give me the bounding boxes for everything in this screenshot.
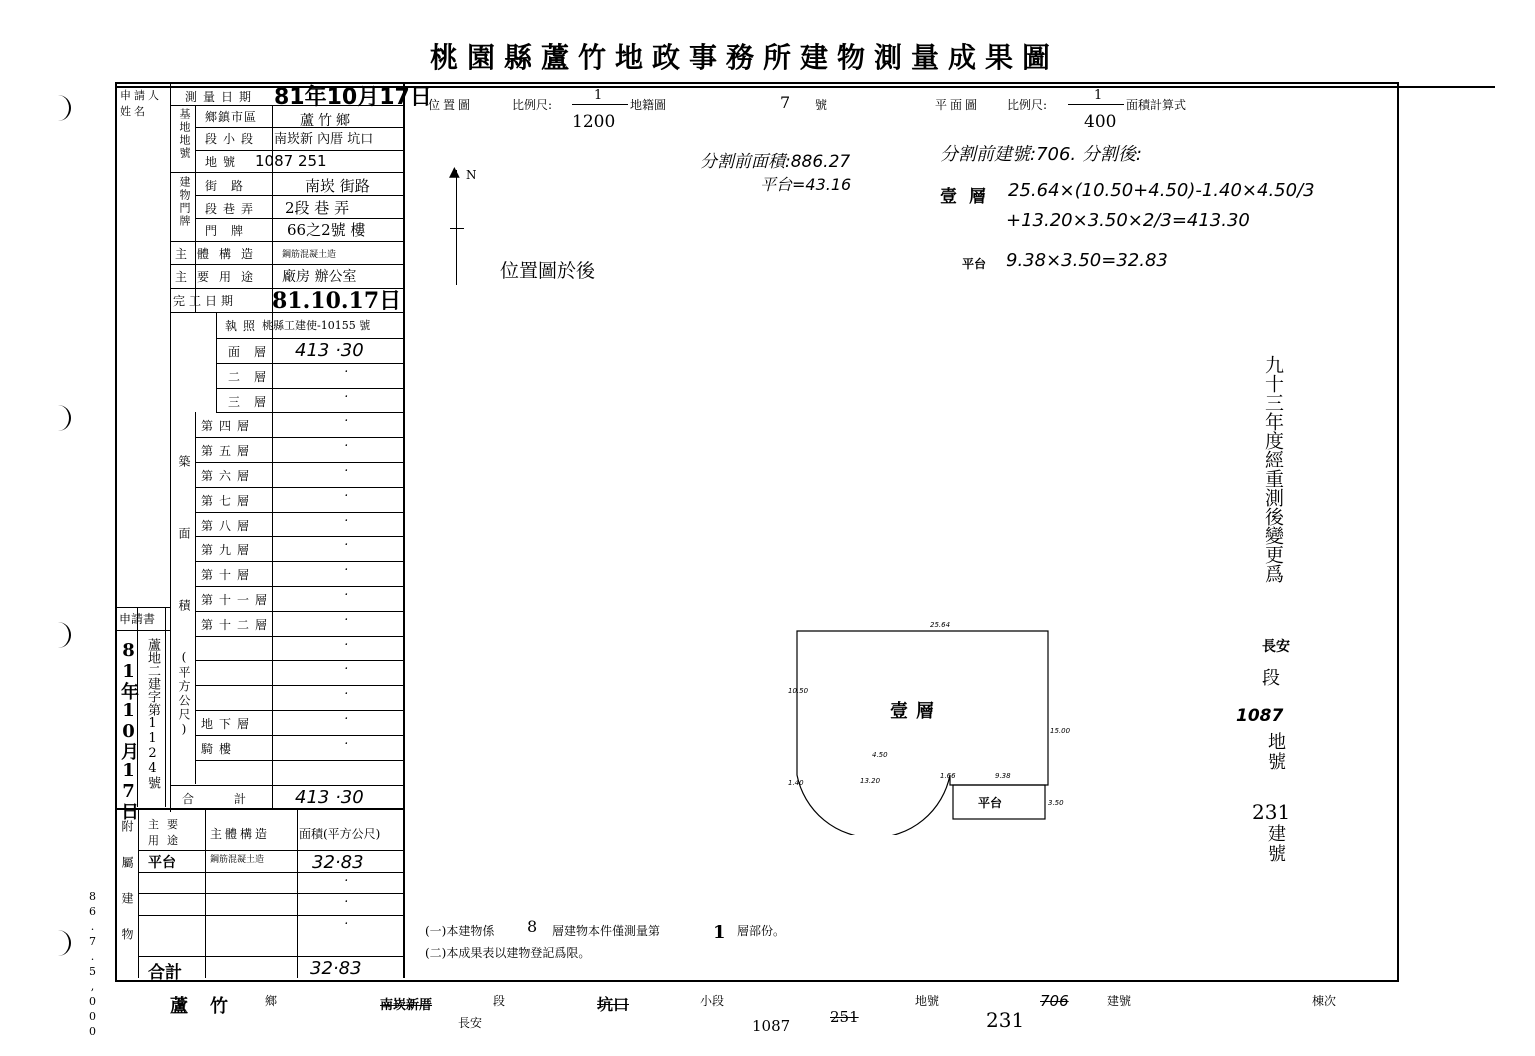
plan-scale-den: 400 — [1084, 112, 1117, 132]
attached-total-value: 32·83 — [310, 958, 362, 979]
location-scale-label: 比例尺: — [512, 98, 553, 112]
footer-subsection-suffix: 小段 — [700, 994, 725, 1008]
calc-label: 面積計算式 — [1126, 98, 1187, 112]
plan-scale-label: 比例尺: — [1007, 98, 1048, 112]
floor-area: · — [344, 439, 349, 455]
attached-use: 平台 — [148, 855, 176, 871]
location-note: 位置圖於後 — [500, 260, 596, 282]
footer-township-suffix: 鄉 — [265, 994, 278, 1008]
plan-scale-num: 1 — [1094, 88, 1103, 103]
footer-lot-old: 251 — [830, 1008, 859, 1026]
floor-name: 第十層 — [201, 568, 256, 583]
floor-name: 第四層 — [201, 419, 256, 434]
dim-label: 15.00 — [1050, 727, 1070, 735]
attached-area: · — [344, 895, 349, 910]
floor-area: · — [344, 736, 349, 752]
lot-value: 1087 251 — [255, 152, 327, 170]
footer-lot-new: 1087 — [752, 1017, 791, 1035]
binder-ring-mark — [55, 95, 71, 121]
floor-area: · — [344, 513, 349, 529]
floor-name: 第六層 — [201, 469, 256, 483]
attached-area: 32·83 — [312, 852, 364, 873]
sheet-suffix: 號 — [815, 98, 828, 112]
survey-date-label: 測量日期 — [185, 90, 258, 104]
door-label: 建物門牌 — [178, 176, 191, 228]
new-lot-suffix: 地號 — [1265, 732, 1286, 772]
floor-area: 413 ·30 — [295, 340, 364, 361]
floor-name: 第五層 — [201, 444, 256, 459]
unit-label: (平方公尺) — [177, 650, 191, 738]
floor-name: 第十二層 — [201, 617, 274, 632]
base-label: 基地地號 — [178, 108, 191, 160]
sheet-no: 7 — [780, 93, 791, 112]
footer-section-new: 長安 — [458, 1016, 483, 1030]
app-no: 蘆地二建字第1124號 — [145, 638, 160, 789]
completion-label: 完工日期 — [173, 294, 238, 308]
resurvey-note: 九十三年度經重測後變更爲 — [1262, 355, 1284, 583]
floor-area: · — [344, 414, 349, 430]
survey-date: 81年10月17日 — [274, 85, 432, 110]
total-label: 合計 — [182, 792, 287, 806]
township-label: 鄉鎮市區 — [205, 110, 258, 124]
floor-plan-outline — [797, 631, 1048, 835]
structure-label: 主體構造 — [175, 247, 264, 261]
floor-area: · — [344, 563, 349, 579]
footer-section-suffix: 段 — [493, 994, 506, 1008]
attached-total-label: 合計 — [148, 963, 182, 983]
plan-label: 平面圖 — [935, 98, 981, 112]
area-before: 分割前面積:886.27 — [700, 152, 851, 172]
floor-area: · — [344, 662, 349, 678]
footer-section-old: 南崁新厝 — [380, 998, 433, 1013]
footer-bldg-suffix: 建號 — [1107, 994, 1132, 1008]
dim-label: 1.40 — [788, 779, 804, 787]
structure-value: 鋼筋混凝土造 — [282, 250, 337, 260]
drawing-platform-label: 平台 — [978, 796, 1003, 810]
formula-3: 9.38×3.50=32.83 — [1006, 250, 1168, 271]
attached-structure: 鋼筋混凝土造 — [210, 855, 265, 865]
floor-plan-drawing — [780, 615, 1070, 835]
dim-label: 4.50 — [872, 751, 888, 759]
license-value: 桃縣工建使-10155 號 — [262, 319, 371, 332]
floor1-label: 壹層 — [940, 187, 998, 207]
attached-header-area: 面積(平方公尺) — [299, 827, 381, 841]
floor-area: · — [344, 637, 349, 653]
floor-name: 第七層 — [201, 493, 256, 508]
new-bldg-suffix: 建號 — [1265, 824, 1286, 864]
use-value: 廠房 辦公室 — [282, 269, 357, 285]
floor-area-label: 築面積 — [177, 455, 191, 671]
new-section: 長安 — [1262, 639, 1290, 655]
app-doc-label: 申請書 — [119, 612, 156, 626]
footer-bldg-old: 706 — [1040, 992, 1069, 1010]
dim-label: 1.66 — [940, 772, 956, 780]
street-value: 南崁 街路 — [305, 177, 370, 195]
location-scale-num: 1 — [594, 88, 603, 103]
floor-area: · — [344, 712, 349, 727]
floor-area: · — [344, 687, 349, 703]
new-section-suffix: 段 — [1262, 668, 1280, 689]
attached-label: 附屬建物 — [120, 820, 134, 964]
location-label: 位置圖 — [428, 98, 474, 112]
use-label: 主要用途 — [175, 270, 264, 284]
footer-township: 蘆竹 — [170, 996, 250, 1017]
new-lot: 1087 — [1236, 706, 1284, 726]
floor-area: · — [344, 612, 349, 628]
dim-label: 10.50 — [788, 687, 809, 695]
floor-area: · — [344, 538, 349, 554]
cadastral-label: 地籍圖 — [630, 98, 667, 112]
floor-name: 面層 — [228, 345, 281, 359]
footer-subsection-old: 坑口 — [597, 995, 630, 1014]
dim-label: 13.20 — [860, 777, 881, 785]
binder-ring-mark — [55, 405, 71, 431]
app-date: 81年10月17日 — [118, 640, 139, 820]
door-no-label: 門牌 — [205, 224, 258, 238]
section-label: 段小段 — [205, 132, 260, 146]
floor-area: · — [344, 588, 349, 603]
floor-name: 第八層 — [201, 518, 256, 533]
attached-area: · — [344, 916, 349, 932]
dim-label: 25.64 — [930, 621, 951, 629]
drawing-floor-label: 壹層 — [890, 701, 942, 722]
platform-label: 平台 — [962, 257, 987, 271]
township-value: 蘆竹鄉 — [300, 113, 354, 129]
lane-label: 段巷弄 — [205, 202, 260, 216]
dim-label: 3.50 — [1048, 799, 1064, 807]
footer-unit-suffix: 棟次 — [1312, 994, 1337, 1008]
floor-area: · — [344, 464, 349, 479]
note-floor-measured: 1 — [713, 922, 726, 943]
section-value: 南崁新 內厝 坑口 — [274, 132, 374, 147]
north-label: N — [466, 168, 477, 182]
applicant-label: 申請人姓名 — [120, 89, 162, 118]
license-label: 執照 — [225, 319, 262, 333]
floor-area: · — [344, 389, 349, 405]
note-1-prefix: (一)本建物係 — [425, 924, 495, 938]
note-floors-total: 8 — [527, 917, 538, 936]
dim-label: 9.38 — [995, 772, 1011, 780]
door-no-value: 66之2號 樓 — [287, 221, 366, 239]
lot-label: 地號 — [205, 155, 242, 169]
attached-header-structure: 主體構造 — [210, 827, 271, 841]
binder-ring-mark — [55, 930, 71, 956]
floor-name: 騎樓 — [201, 741, 238, 756]
print-stamp: 86.7.5,000 — [86, 890, 99, 1040]
floor-name: 二層 — [228, 369, 281, 384]
floor-area: · — [344, 488, 349, 504]
new-bldg: 231 — [1252, 800, 1291, 824]
location-scale-den: 1200 — [572, 112, 616, 132]
note-1-suffix: 層部份。 — [737, 924, 786, 938]
floor-name: 三層 — [228, 394, 281, 409]
note-1-mid: 層建物本件僅測量第 — [552, 924, 661, 938]
note-2: (二)本成果表以建物登記爲限。 — [425, 946, 591, 960]
platform-before: 平台=43.16 — [760, 175, 852, 194]
document-title: 桃園縣蘆竹地政事務所建物測量成果圖 — [430, 41, 1060, 74]
binder-ring-mark — [55, 622, 71, 648]
split-note: 分割前建號:706. 分割後: — [940, 144, 1142, 165]
attached-area: · — [344, 873, 349, 889]
floor-name: 第九層 — [201, 543, 256, 558]
lane-value: 2段 巷 弄 — [285, 199, 350, 217]
north-arrow-icon: ▲ — [449, 164, 460, 180]
street-label: 街路 — [205, 179, 258, 193]
footer-lot-suffix: 地號 — [915, 994, 940, 1008]
floor-name: 地下層 — [201, 717, 256, 731]
formula-1: 25.64×(10.50+4.50)-1.40×4.50/3 — [1008, 180, 1315, 201]
floor-area: · — [344, 364, 349, 380]
footer-bldg-new: 231 — [986, 1008, 1025, 1032]
floor-name: 第十一層 — [201, 593, 274, 607]
attached-header-use: 主要用途 — [148, 818, 186, 847]
completion-value: 81.10.17日 — [272, 288, 402, 314]
total-value: 413 ·30 — [295, 787, 364, 808]
formula-2: +13.20×3.50×2/3=413.30 — [1006, 210, 1250, 231]
